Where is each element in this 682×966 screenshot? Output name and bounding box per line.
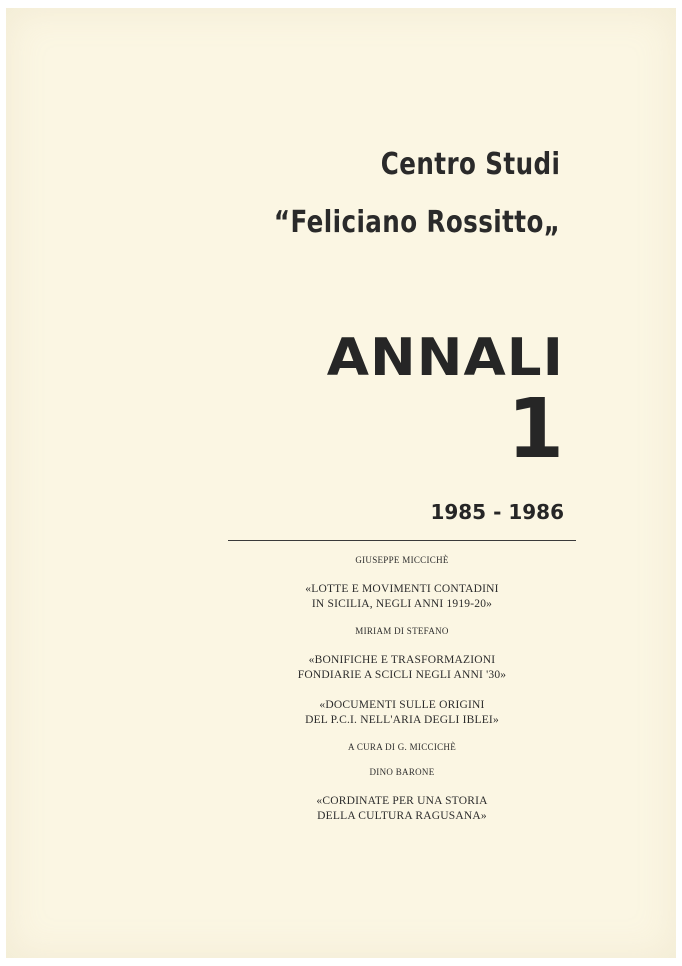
page bbox=[6, 8, 676, 958]
author-name: MIRIAM DI STEFANO bbox=[355, 626, 449, 636]
table-of-contents bbox=[228, 554, 576, 824]
publisher-header bbox=[273, 147, 560, 240]
series-title: ANNALI bbox=[326, 328, 564, 388]
publisher-line-2: “Feliciano Rossitto„ bbox=[273, 205, 560, 240]
article-title-line: FONDIARIE A SCICLI NEGLI ANNI '30» bbox=[297, 669, 507, 681]
volume-number: 1 bbox=[506, 382, 564, 477]
article-title bbox=[228, 698, 576, 728]
author-name: DINO BARONE bbox=[369, 767, 435, 777]
publisher-line-1: Centro Studi bbox=[380, 147, 560, 182]
publication-years: 1985 - 1986 bbox=[430, 500, 564, 524]
article-title-line: DELLA CULTURA RAGUSANA» bbox=[317, 810, 487, 822]
article-title bbox=[228, 653, 576, 683]
editor-credit: A CURA DI G. MICCICHÈ bbox=[347, 742, 457, 752]
article-title bbox=[228, 794, 576, 824]
article-title bbox=[228, 582, 576, 612]
article-title-line: «BONIFICHE E TRASFORMAZIONI bbox=[308, 654, 496, 666]
article-title-line: DEL P.C.I. NELL'ARIA DEGLI IBLEI» bbox=[305, 714, 499, 726]
divider-rule bbox=[228, 540, 576, 541]
article-title-line: «CORDINATE PER UNA STORIA bbox=[316, 795, 488, 807]
article-title-line: «DOCUMENTI SULLE ORIGINI bbox=[319, 699, 485, 711]
article-title-line: «LOTTE E MOVIMENTI CONTADINI bbox=[305, 583, 499, 595]
article-title-line: IN SICILIA, NEGLI ANNI 1919-20» bbox=[311, 598, 493, 610]
author-name: GIUSEPPE MICCICHÈ bbox=[355, 555, 449, 565]
